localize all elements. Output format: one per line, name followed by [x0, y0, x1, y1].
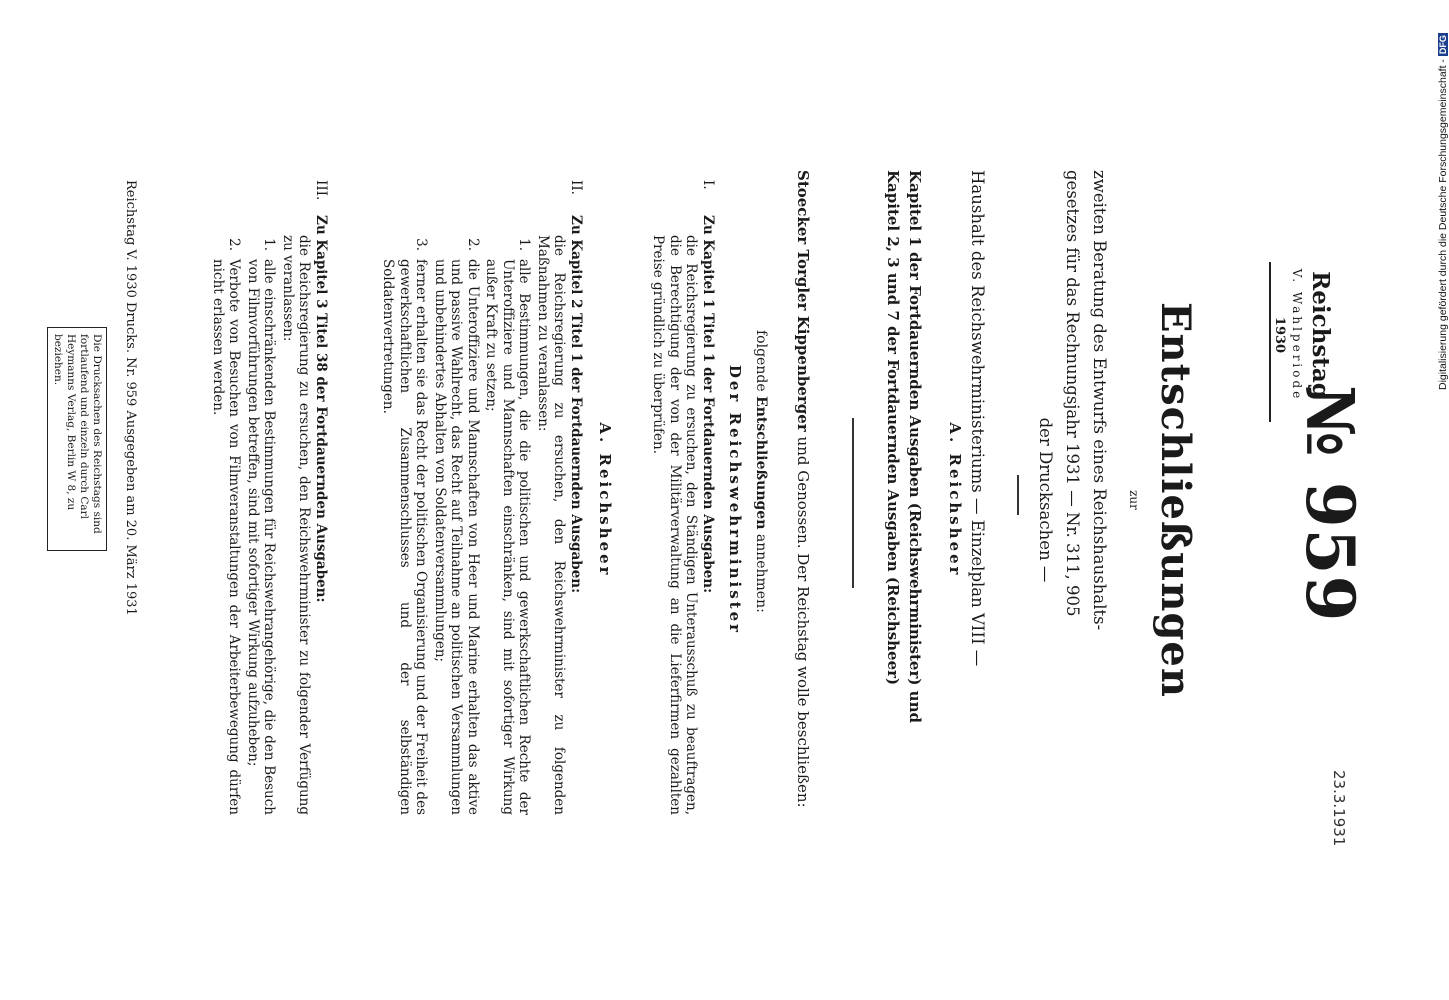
document-number: № 959: [1291, 385, 1369, 623]
item-text: die Reichsregierung zu ersuchen, den Ständigen Unterausschuß zu beauftragen, die Berechtigung der von der Militärverwaltung an die Lieferfirmen gezahlten Preise gründlich zu überprüfen.: [650, 235, 700, 815]
section-heading-heer: A. Reichsheer: [596, 422, 614, 578]
item-III: [210, 215, 330, 815]
item-heading: Zu Kapitel 1 Titel 1 der Fortdauernden Ausgaben:: [700, 215, 716, 594]
header-rule: [1269, 262, 1271, 422]
list-text: alle Bestimmungen, die die politischen und gewerkschaftlichen Rechte der Unteroffiziere und Mannschaften einschränken, sind mit sofortiger Wirkung außer Kraft zu setzen;: [483, 259, 533, 815]
list-item: [483, 215, 533, 815]
intro-line-2: gesetzes für das Rechnungsjahr 1931 — Nr. 311, 905: [1063, 170, 1082, 617]
chapter-line-1: Kapitel 1 der Fortdauernden Ausgaben (Reichswehrminister) und: [906, 170, 924, 723]
dfg-logo: DFG: [1438, 35, 1448, 55]
item-number: II.: [568, 180, 584, 195]
item-heading: Zu Kapitel 3 Titel 38 der Fortdauernden Ausgaben:: [313, 215, 329, 603]
year-label: 1930: [1272, 316, 1287, 354]
item-I: [650, 215, 716, 815]
resolve-post: annehmen:: [753, 533, 769, 613]
chapter-line-2: Kapitel 2, 3 und 7 der Fortdauernden Ausgaben (Reichsheer): [884, 170, 902, 686]
footer-line: Reichstag V. 1930 Drucks. Nr. 959 Ausgegeben am 20. März 1931: [123, 180, 138, 616]
motion-resolve: [753, 330, 769, 613]
budget-subheading: A. Reichsheer: [946, 422, 964, 578]
motion-rest: und Genossen. Der Reichstag wolle beschließen:: [794, 436, 812, 808]
divider: [1017, 475, 1019, 515]
digitization-text: Digitalisierung gefördert durch die Deutsche Forschungsgemeinschaft -: [1437, 59, 1449, 390]
item-heading: Zu Kapitel 2 Titel 1 der Fortdauernden Ausgaben:: [568, 215, 584, 594]
item-text: die Reichsregierung zu ersuchen, den Reichswehrminister zu folgenden Maßnahmen zu veranlassen:: [535, 235, 568, 815]
item-II: [380, 215, 584, 815]
list-number: 2.: [226, 238, 243, 251]
list-text: Verbote von Besuchen von Filmveranstaltungen der Arbeiterbewegung dürfen nicht erlassen werden.: [210, 259, 243, 815]
section-heading-minister: Der Reichswehrminister: [726, 364, 744, 636]
resolve-pre: folgende: [753, 330, 769, 392]
resolve-bold: Entschließungen: [753, 396, 769, 530]
item-number: I.: [700, 180, 716, 190]
footer-box: Die Drucksachen des Reichstags sind fortlaufend und einzeln durch Carl Heymanns Verlag, Berlin W 8, zu beziehen.: [47, 327, 107, 551]
list-text: die Unteroffiziere und Mannschaften von Heer und Marine erhalten das aktive und passive Wahlrecht, das Recht auf Teilnahme an politischen Versammlungen und unbehindertes Abhalten von Soldatenversammlungen;: [432, 259, 481, 815]
period-label: V. Wahlperiode: [1290, 268, 1304, 402]
date-stamp: 23.3.1931: [1330, 770, 1348, 847]
motion-text: [792, 170, 814, 830]
reichstag-label: Reichstag: [1307, 271, 1334, 399]
list-number: 2.: [465, 238, 481, 251]
list-item: [245, 215, 278, 815]
list-number: 1.: [261, 238, 278, 251]
list-item: [380, 215, 430, 815]
list-item: [432, 215, 482, 815]
intro-line-3: der Drucksachen —: [1036, 417, 1055, 583]
title-connector: zur: [1127, 490, 1141, 510]
item-number: III.: [313, 180, 329, 201]
list-text: alle einschränkenden Bestimmungen für Reichswehrangehörige, die den Besuch von Filmvorführungen betreffen, sind mit sofortiger Wirkung aufzuheben;: [245, 259, 278, 815]
divider: [853, 418, 855, 588]
item-text: die Reichsregierung zu ersuchen, den Reichswehrminister zu folgender Verfügung zu veranlassen:: [280, 235, 313, 815]
list-text: ferner erhalten sie das Recht der politischen Organisierung und der Freiheit des gewerkschaftlichen Zusammenschlusses und der selbständigen Soldatenvertretungen.: [380, 259, 430, 815]
budget-heading: Haushalt des Reichswehrministeriums — Einzelplan VIII —: [968, 170, 987, 667]
list-item: [210, 215, 243, 815]
list-number: 3.: [413, 238, 430, 251]
motion-names: Stoecker Torgler Kippenberger: [794, 170, 812, 432]
digitization-note: [1437, 33, 1449, 390]
list-number: 1.: [516, 238, 533, 251]
document-title: Entschließungen: [1152, 302, 1199, 698]
intro-line-1: zweiten Beratung des Entwurfs eines Reichshaushalts-: [1090, 170, 1109, 631]
